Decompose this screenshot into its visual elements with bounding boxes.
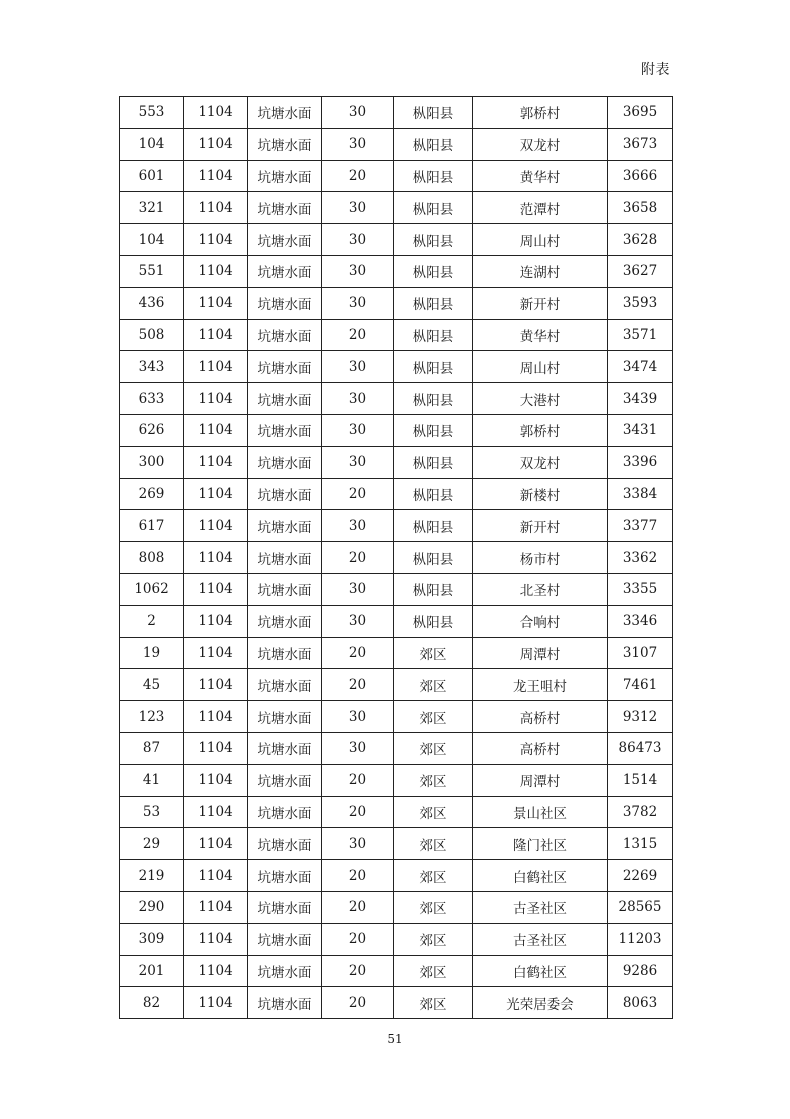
land-type-cell: 坑塘水面 [248, 987, 322, 1019]
data-table [119, 96, 673, 1019]
area-cell: 3346 [608, 605, 673, 637]
table-row [120, 605, 673, 637]
county-cell: 郊区 [394, 796, 473, 828]
land-type-cell: 坑塘水面 [248, 796, 322, 828]
county-cell: 枞阳县 [394, 287, 473, 319]
village-cell: 大港村 [473, 383, 608, 415]
area-cell: 3627 [608, 255, 673, 287]
area-cell: 1514 [608, 764, 673, 796]
plot-id-cell: 123 [120, 701, 184, 733]
table-row [120, 796, 673, 828]
land-type-cell: 坑塘水面 [248, 255, 322, 287]
land-code-cell: 1104 [184, 97, 248, 129]
county-cell: 枞阳县 [394, 542, 473, 574]
table-row [120, 383, 673, 415]
village-cell: 双龙村 [473, 128, 608, 160]
term-cell: 30 [322, 573, 394, 605]
village-cell: 连湖村 [473, 255, 608, 287]
term-cell: 30 [322, 383, 394, 415]
term-cell: 30 [322, 446, 394, 478]
area-cell: 3666 [608, 160, 673, 192]
village-cell: 新楼村 [473, 478, 608, 510]
land-type-cell: 坑塘水面 [248, 732, 322, 764]
area-cell: 11203 [608, 923, 673, 955]
land-code-cell: 1104 [184, 319, 248, 351]
area-cell: 3355 [608, 573, 673, 605]
county-cell: 郊区 [394, 732, 473, 764]
plot-id-cell: 2 [120, 605, 184, 637]
land-type-cell: 坑塘水面 [248, 224, 322, 256]
area-cell: 3658 [608, 192, 673, 224]
land-code-cell: 1104 [184, 955, 248, 987]
county-cell: 枞阳县 [394, 510, 473, 542]
term-cell: 20 [322, 478, 394, 510]
plot-id-cell: 551 [120, 255, 184, 287]
plot-id-cell: 601 [120, 160, 184, 192]
village-cell: 景山社区 [473, 796, 608, 828]
area-cell: 3695 [608, 97, 673, 129]
table-row [120, 987, 673, 1019]
table-row [120, 160, 673, 192]
village-cell: 高桥村 [473, 732, 608, 764]
plot-id-cell: 219 [120, 860, 184, 892]
table-row [120, 97, 673, 129]
land-type-cell: 坑塘水面 [248, 891, 322, 923]
term-cell: 20 [322, 160, 394, 192]
land-type-cell: 坑塘水面 [248, 478, 322, 510]
county-cell: 郊区 [394, 987, 473, 1019]
plot-id-cell: 19 [120, 637, 184, 669]
table-row [120, 891, 673, 923]
land-code-cell: 1104 [184, 637, 248, 669]
county-cell: 枞阳县 [394, 414, 473, 446]
plot-id-cell: 436 [120, 287, 184, 319]
village-cell: 新开村 [473, 510, 608, 542]
page-number: 51 [387, 1032, 403, 1046]
term-cell: 30 [322, 255, 394, 287]
term-cell: 20 [322, 637, 394, 669]
table-row [120, 287, 673, 319]
area-cell: 7461 [608, 669, 673, 701]
area-cell: 9312 [608, 701, 673, 733]
land-type-cell: 坑塘水面 [248, 414, 322, 446]
county-cell: 郊区 [394, 923, 473, 955]
county-cell: 郊区 [394, 828, 473, 860]
village-cell: 光荣居委会 [473, 987, 608, 1019]
county-cell: 枞阳县 [394, 224, 473, 256]
area-cell: 3628 [608, 224, 673, 256]
county-cell: 郊区 [394, 669, 473, 701]
table-row [120, 478, 673, 510]
plot-id-cell: 87 [120, 732, 184, 764]
village-cell: 黄华村 [473, 160, 608, 192]
county-cell: 枞阳县 [394, 255, 473, 287]
land-type-cell: 坑塘水面 [248, 287, 322, 319]
term-cell: 30 [322, 828, 394, 860]
table-row [120, 860, 673, 892]
table-row [120, 192, 673, 224]
plot-id-cell: 633 [120, 383, 184, 415]
term-cell: 20 [322, 860, 394, 892]
area-cell: 1315 [608, 828, 673, 860]
county-cell: 枞阳县 [394, 605, 473, 637]
village-cell: 范潭村 [473, 192, 608, 224]
plot-id-cell: 617 [120, 510, 184, 542]
table-row [120, 446, 673, 478]
village-cell: 北圣村 [473, 573, 608, 605]
plot-id-cell: 300 [120, 446, 184, 478]
land-type-cell: 坑塘水面 [248, 542, 322, 574]
table-row [120, 828, 673, 860]
table-row [120, 955, 673, 987]
term-cell: 30 [322, 192, 394, 224]
land-type-cell: 坑塘水面 [248, 669, 322, 701]
plot-id-cell: 808 [120, 542, 184, 574]
village-cell: 黄华村 [473, 319, 608, 351]
land-type-cell: 坑塘水面 [248, 128, 322, 160]
land-type-cell: 坑塘水面 [248, 955, 322, 987]
area-cell: 8063 [608, 987, 673, 1019]
land-code-cell: 1104 [184, 701, 248, 733]
county-cell: 郊区 [394, 891, 473, 923]
village-cell: 周潭村 [473, 764, 608, 796]
area-cell: 3431 [608, 414, 673, 446]
village-cell: 郭桥村 [473, 414, 608, 446]
table-row [120, 319, 673, 351]
term-cell: 30 [322, 605, 394, 637]
table-row [120, 128, 673, 160]
land-type-cell: 坑塘水面 [248, 319, 322, 351]
village-cell: 周潭村 [473, 637, 608, 669]
term-cell: 30 [322, 97, 394, 129]
land-code-cell: 1104 [184, 160, 248, 192]
term-cell: 30 [322, 224, 394, 256]
land-code-cell: 1104 [184, 446, 248, 478]
term-cell: 30 [322, 510, 394, 542]
plot-id-cell: 309 [120, 923, 184, 955]
plot-id-cell: 269 [120, 478, 184, 510]
table-row [120, 669, 673, 701]
land-code-cell: 1104 [184, 478, 248, 510]
area-cell: 3673 [608, 128, 673, 160]
county-cell: 郊区 [394, 637, 473, 669]
village-cell: 龙王咀村 [473, 669, 608, 701]
county-cell: 枞阳县 [394, 160, 473, 192]
county-cell: 枞阳县 [394, 97, 473, 129]
land-code-cell: 1104 [184, 510, 248, 542]
county-cell: 枞阳县 [394, 446, 473, 478]
land-type-cell: 坑塘水面 [248, 573, 322, 605]
plot-id-cell: 104 [120, 224, 184, 256]
county-cell: 郊区 [394, 701, 473, 733]
plot-id-cell: 1062 [120, 573, 184, 605]
table-row [120, 732, 673, 764]
term-cell: 20 [322, 796, 394, 828]
term-cell: 30 [322, 732, 394, 764]
term-cell: 20 [322, 669, 394, 701]
county-cell: 郊区 [394, 860, 473, 892]
table-row [120, 637, 673, 669]
village-cell: 周山村 [473, 351, 608, 383]
plot-id-cell: 29 [120, 828, 184, 860]
term-cell: 30 [322, 128, 394, 160]
term-cell: 20 [322, 891, 394, 923]
land-code-cell: 1104 [184, 605, 248, 637]
land-type-cell: 坑塘水面 [248, 860, 322, 892]
land-code-cell: 1104 [184, 383, 248, 415]
land-type-cell: 坑塘水面 [248, 701, 322, 733]
table-row [120, 224, 673, 256]
area-cell: 3362 [608, 542, 673, 574]
village-cell: 白鹤社区 [473, 860, 608, 892]
land-code-cell: 1104 [184, 224, 248, 256]
county-cell: 郊区 [394, 764, 473, 796]
plot-id-cell: 104 [120, 128, 184, 160]
village-cell: 杨市村 [473, 542, 608, 574]
land-type-cell: 坑塘水面 [248, 446, 322, 478]
county-cell: 枞阳县 [394, 478, 473, 510]
plot-id-cell: 82 [120, 987, 184, 1019]
land-code-cell: 1104 [184, 891, 248, 923]
area-cell: 3377 [608, 510, 673, 542]
county-cell: 枞阳县 [394, 351, 473, 383]
plot-id-cell: 201 [120, 955, 184, 987]
land-code-cell: 1104 [184, 573, 248, 605]
plot-id-cell: 321 [120, 192, 184, 224]
county-cell: 枞阳县 [394, 573, 473, 605]
county-cell: 枞阳县 [394, 192, 473, 224]
plot-id-cell: 626 [120, 414, 184, 446]
village-cell: 新开村 [473, 287, 608, 319]
plot-id-cell: 290 [120, 891, 184, 923]
land-code-cell: 1104 [184, 542, 248, 574]
land-type-cell: 坑塘水面 [248, 510, 322, 542]
term-cell: 30 [322, 701, 394, 733]
land-code-cell: 1104 [184, 255, 248, 287]
village-cell: 古圣社区 [473, 891, 608, 923]
village-cell: 古圣社区 [473, 923, 608, 955]
area-cell: 3396 [608, 446, 673, 478]
land-type-cell: 坑塘水面 [248, 828, 322, 860]
land-code-cell: 1104 [184, 860, 248, 892]
plot-id-cell: 508 [120, 319, 184, 351]
table-row [120, 255, 673, 287]
village-cell: 白鹤社区 [473, 955, 608, 987]
land-code-cell: 1104 [184, 732, 248, 764]
area-cell: 3593 [608, 287, 673, 319]
table-row [120, 764, 673, 796]
table-row [120, 701, 673, 733]
area-cell: 2269 [608, 860, 673, 892]
land-code-cell: 1104 [184, 764, 248, 796]
term-cell: 20 [322, 319, 394, 351]
village-cell: 周山村 [473, 224, 608, 256]
land-code-cell: 1104 [184, 414, 248, 446]
area-cell: 3439 [608, 383, 673, 415]
county-cell: 枞阳县 [394, 128, 473, 160]
land-type-cell: 坑塘水面 [248, 351, 322, 383]
table-body [120, 97, 673, 1019]
land-code-cell: 1104 [184, 828, 248, 860]
village-cell: 双龙村 [473, 446, 608, 478]
land-type-cell: 坑塘水面 [248, 764, 322, 796]
land-type-cell: 坑塘水面 [248, 97, 322, 129]
land-type-cell: 坑塘水面 [248, 383, 322, 415]
term-cell: 30 [322, 287, 394, 319]
land-code-cell: 1104 [184, 669, 248, 701]
village-cell: 高桥村 [473, 701, 608, 733]
area-cell: 3571 [608, 319, 673, 351]
village-cell: 郭桥村 [473, 97, 608, 129]
land-type-cell: 坑塘水面 [248, 605, 322, 637]
appendix-label: 附表 [641, 62, 670, 78]
area-cell: 28565 [608, 891, 673, 923]
term-cell: 20 [322, 542, 394, 574]
land-code-cell: 1104 [184, 192, 248, 224]
land-type-cell: 坑塘水面 [248, 192, 322, 224]
land-code-cell: 1104 [184, 351, 248, 383]
table-row [120, 573, 673, 605]
plot-id-cell: 45 [120, 669, 184, 701]
county-cell: 枞阳县 [394, 319, 473, 351]
table-row [120, 923, 673, 955]
village-cell: 合响村 [473, 605, 608, 637]
term-cell: 20 [322, 955, 394, 987]
table-row [120, 414, 673, 446]
term-cell: 30 [322, 351, 394, 383]
county-cell: 郊区 [394, 955, 473, 987]
table-row [120, 510, 673, 542]
plot-id-cell: 553 [120, 97, 184, 129]
area-cell: 3384 [608, 478, 673, 510]
area-cell: 3107 [608, 637, 673, 669]
land-code-cell: 1104 [184, 923, 248, 955]
land-code-cell: 1104 [184, 128, 248, 160]
area-cell: 9286 [608, 955, 673, 987]
village-cell: 隆门社区 [473, 828, 608, 860]
term-cell: 20 [322, 923, 394, 955]
land-code-cell: 1104 [184, 287, 248, 319]
land-type-cell: 坑塘水面 [248, 160, 322, 192]
area-cell: 3474 [608, 351, 673, 383]
county-cell: 枞阳县 [394, 383, 473, 415]
term-cell: 30 [322, 414, 394, 446]
plot-id-cell: 53 [120, 796, 184, 828]
term-cell: 20 [322, 987, 394, 1019]
term-cell: 20 [322, 764, 394, 796]
land-type-cell: 坑塘水面 [248, 923, 322, 955]
plot-id-cell: 41 [120, 764, 184, 796]
area-cell: 3782 [608, 796, 673, 828]
plot-id-cell: 343 [120, 351, 184, 383]
land-code-cell: 1104 [184, 796, 248, 828]
table-row [120, 351, 673, 383]
land-type-cell: 坑塘水面 [248, 637, 322, 669]
land-code-cell: 1104 [184, 987, 248, 1019]
area-cell: 86473 [608, 732, 673, 764]
table-row [120, 542, 673, 574]
